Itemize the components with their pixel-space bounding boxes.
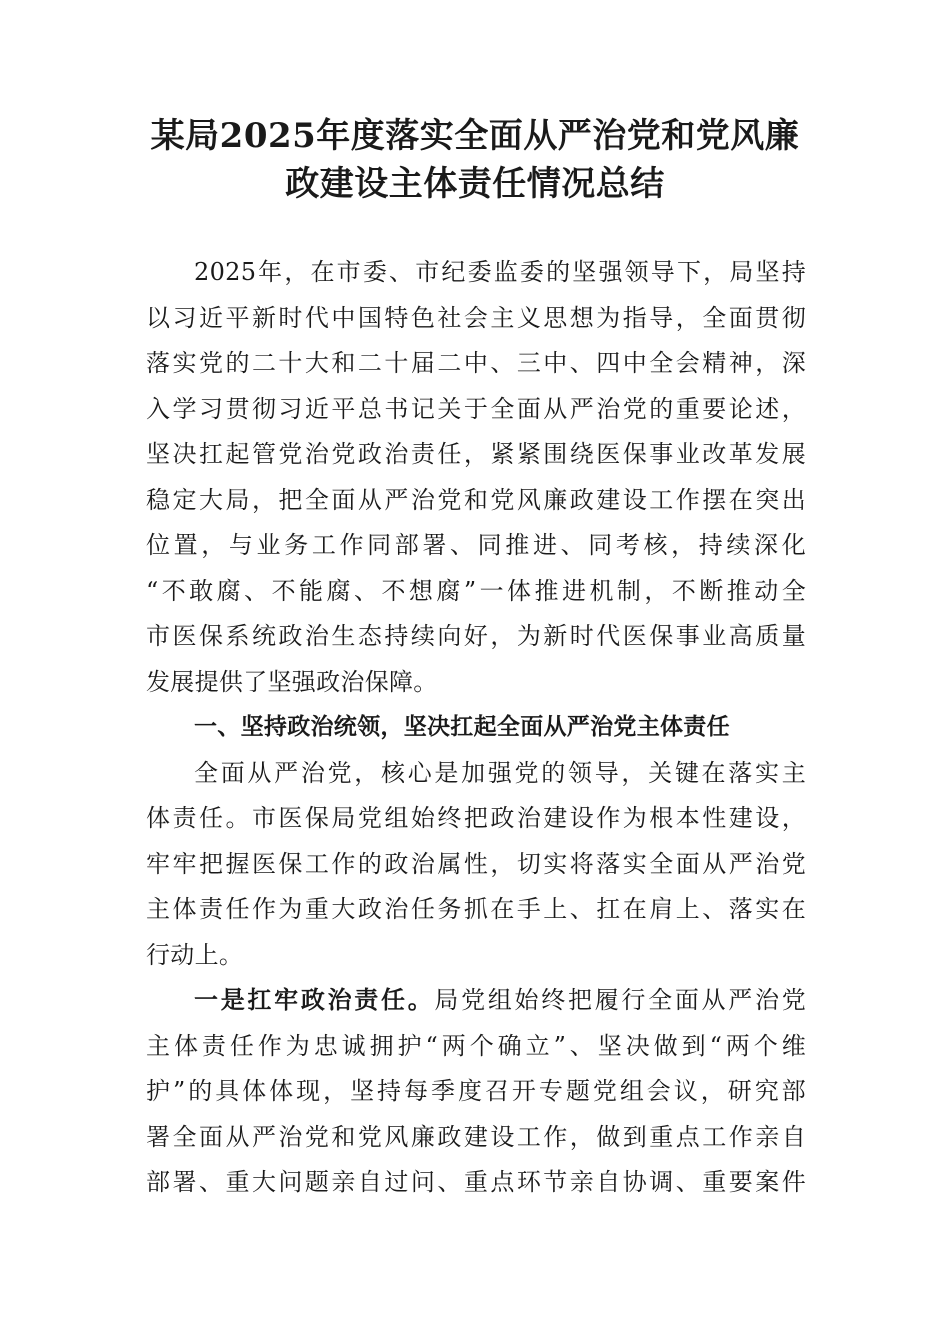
document-body [146, 250, 806, 1206]
text-line: 位置，与业务工作同部署、同推进、同考核，持续深化 [146, 531, 806, 559]
section-heading: 一、坚持政治统领，坚决扛起全面从严治党主体责任 [194, 714, 730, 740]
paragraph-intro [146, 250, 806, 705]
text-line: 市医保系统政治生态持续向好，为新时代医保事业高质量 [146, 622, 806, 650]
text-line: 发展提供了坚强政治保障。 [146, 667, 438, 696]
text-line: 入学习贯彻习近平总书记关于全面从严治党的重要论述， [146, 394, 806, 423]
title-line: 某局2025年度落实全面从严治党和党风廉 [150, 116, 800, 156]
text-line: 2025年，在市委、市纪委监委的坚强领导下，局坚持 [194, 258, 806, 286]
text-line: 体责任。市医保局党组始终把政治建设作为根本性建设， [146, 804, 806, 832]
text-line: 署全面从严治党和党风廉政建设工作，做到重点工作亲自 [146, 1122, 806, 1151]
text-line: 以习近平新时代中国特色社会主义思想为指导，全面贯彻 [146, 303, 806, 332]
document-title [120, 112, 830, 208]
paragraph-point1 [146, 978, 806, 1206]
text-line: 稳定大局，把全面从严治党和党风廉政建设工作摆在突出 [146, 485, 806, 514]
text-line: 牢牢把握医保工作的政治属性，切实将落实全面从严治党 [146, 849, 806, 878]
text-line: 落实党的二十大和二十届二中、三中、四中全会精神，深 [146, 349, 806, 377]
point-lead: 一是扛牢政治责任。 [194, 986, 435, 1014]
text-line: 主体责任作为忠诚拥护“两个确立”、坚决做到“两个维 [146, 1031, 806, 1060]
text-line: 全面从严治党，核心是加强党的领导，关键在落实主 [194, 758, 806, 787]
point-text: 局党组始终把履行全面从严治党 [434, 986, 806, 1014]
text-line: 护”的具体体现，坚持每季度召开专题党组会议，研究部 [146, 1077, 806, 1105]
text-line [146, 978, 806, 1024]
text-line: 部署、重大问题亲自过问、重点环节亲自协调、重要案件 [146, 1168, 806, 1196]
title-line: 政建设主体责任情况总结 [285, 164, 665, 204]
text-line: 行动上。 [146, 940, 244, 969]
paragraph-section1 [146, 751, 806, 979]
text-line: “不敢腐、不能腐、不想腐”一体推进机制，不断推动全 [146, 576, 806, 605]
text-line: 坚决扛起管党治党政治责任，紧紧围绕医保事业改革发展 [146, 440, 806, 468]
text-line: 主体责任作为重大政治任务抓在手上、扛在肩上、落实在 [146, 895, 806, 923]
